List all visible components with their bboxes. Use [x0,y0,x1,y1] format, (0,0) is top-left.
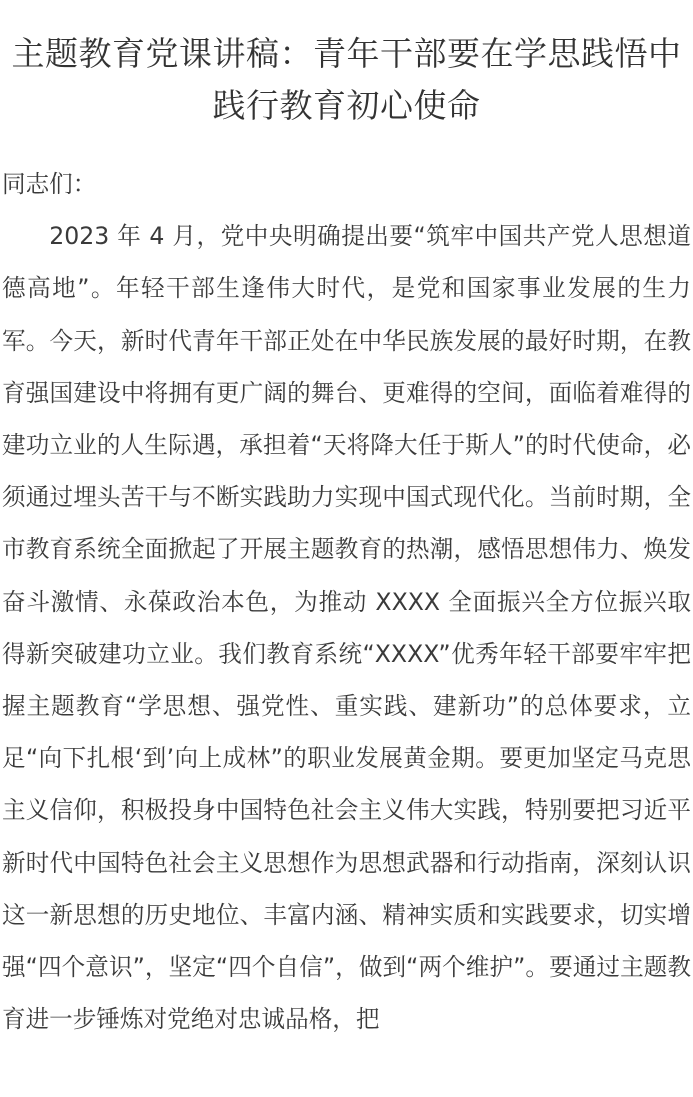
salutation: 同志们： [2,170,97,198]
document-title: 主题教育党课讲稿：青年干部要在学思践悟中践行教育初心使命 [11,34,682,125]
body-paragraph: 2023 年 4 月，党中央明确提出要“筑牢中国共产党人思想道德高地”。年轻干部生逢伟大时代，是党和国家事业发展的生力军。今天，新时代青年干部正处在中华民族发展的最好时期，在教育强国建设中将拥有更广阔的舞台、更难得的空间，面临着难得的建功立业的人生际遇，承担着“天将降大任于斯人”的时代使命，必须通过埋头苦干与不断实践助力实现中国式现代化。当前时期，全市教育系统全面掀起了开展主题教育的热潮，感悟思想伟力、焕发奋斗激情、永葆政治本色，为推动 XXXX 全面振兴全方位振兴取得新突破建功立业。我们教育系统“XXXX”优秀年轻干部要牢牢把握主题教育“学思想、强党性、重实践、建新功”的总体要求，立足“向下扎根‘到’向上成林”的职业发展黄金期。要更加坚定马克思主义信仰，积极投身中国特色社会主义伟大实践，特别要把习近平新时代中国特色社会主义思想作为思想武器和行动指南，深刻认识这一新思想的历史地位、丰富内涵、精神实质和实践要求，切实增强“四个意识”，坚定“四个自信”，做到“两个维护”。要通过主题教育进一步锤炼对党绝对忠诚品格，把 [2,222,691,1034]
document-body [2,158,691,1045]
